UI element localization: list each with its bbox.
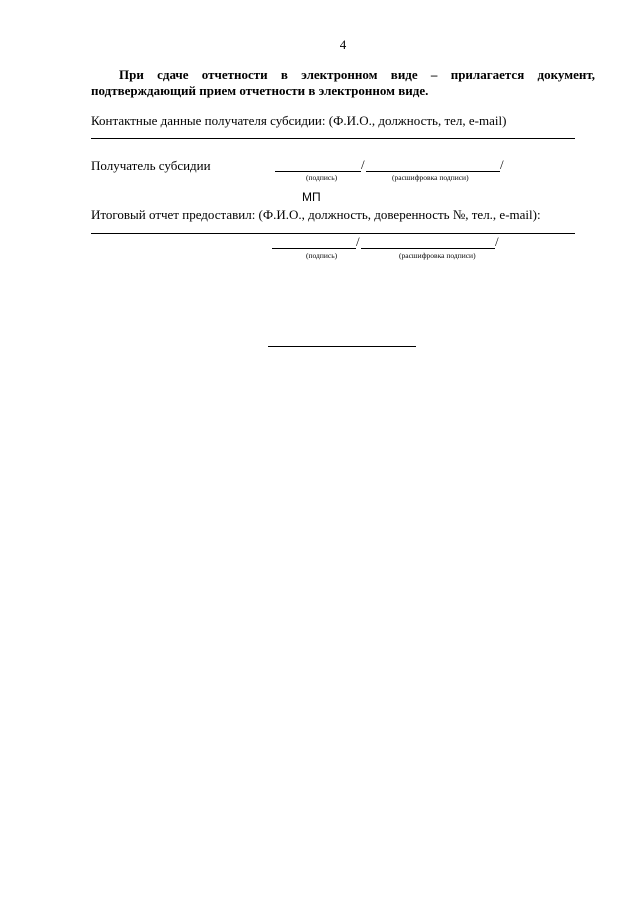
- recipient-decoding-caption: (расшифровка подписи): [392, 173, 469, 182]
- contact-data-label: Контактные данные получателя субсидии: (Ф.И.О., должность, тел, e-mail): [91, 113, 507, 128]
- reporter-slash: /: [356, 234, 360, 249]
- final-report-line: [91, 233, 575, 234]
- reporter-signature-line: [272, 248, 356, 249]
- recipient-slash: /: [361, 157, 365, 172]
- recipient-label: Получатель субсидии: [91, 158, 211, 173]
- recipient-signature-line: [275, 171, 361, 172]
- stamp-placeholder: МП: [302, 190, 321, 204]
- reporter-slash-end: /: [495, 234, 499, 249]
- electronic-submission-notice: При сдаче отчетности в электронном виде – прилагается документ, подтверждающий прием отчетности в электронном виде.: [91, 67, 595, 98]
- reporter-signature-caption: (подпись): [306, 251, 338, 260]
- reporter-decoding-line: [361, 248, 495, 249]
- recipient-signature-caption: (подпись): [306, 173, 338, 182]
- contact-data-line: [91, 138, 575, 139]
- recipient-slash-end: /: [500, 157, 504, 172]
- reporter-decoding-caption: (расшифровка подписи): [399, 251, 476, 260]
- final-report-label: Итоговый отчет предоставил: (Ф.И.О., должность, доверенность №, тел., e-mail):: [91, 207, 541, 222]
- recipient-decoding-line: [366, 171, 500, 172]
- closing-separator-line: [268, 346, 416, 347]
- page-number: 4: [339, 37, 347, 52]
